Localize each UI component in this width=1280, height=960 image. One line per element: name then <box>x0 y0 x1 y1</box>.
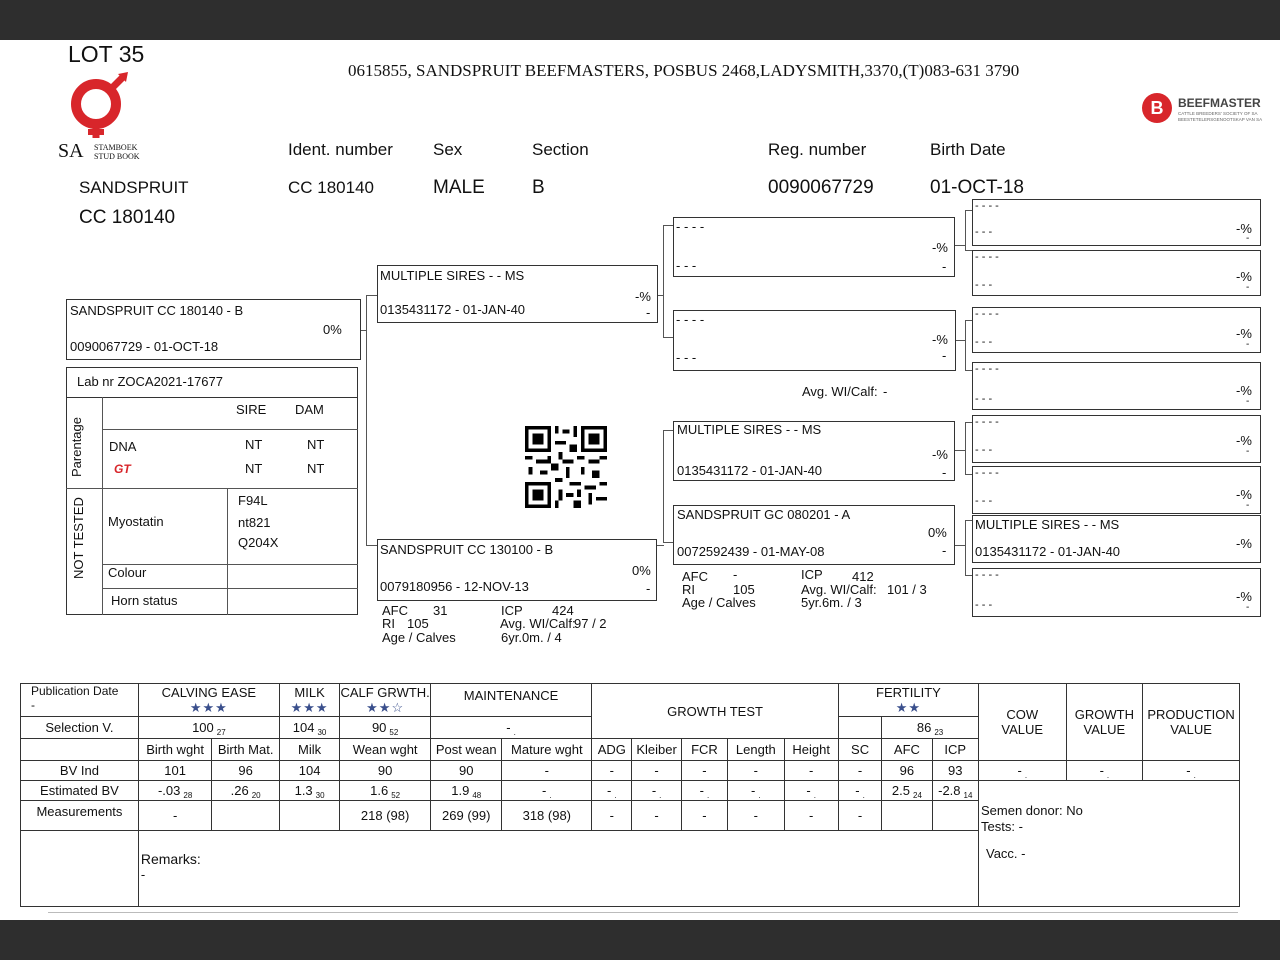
qr-code-icon <box>522 426 610 508</box>
g3-dash: - <box>1246 500 1250 511</box>
g3-name: - - - - <box>975 308 999 320</box>
sire-dash: - <box>646 305 651 320</box>
parentage-label: Parentage <box>69 417 84 477</box>
bv-ind-value: - <box>838 761 881 781</box>
col-header: Kleiber <box>632 739 681 761</box>
col-header: Post wean <box>430 739 502 761</box>
dam-reg: 0079180956 - 12-NOV-13 <box>380 579 529 594</box>
measurement-value: - <box>592 801 632 831</box>
calving-stars: ★★★ <box>189 699 228 715</box>
herd-name: SANDSPRUIT <box>79 178 189 197</box>
g3-pct: -% <box>1236 589 1252 604</box>
remarks-label: Remarks: <box>140 851 201 867</box>
sex-value: MALE <box>433 177 485 198</box>
ident-label: Ident. number <box>288 140 393 159</box>
performance-table <box>20 683 1240 907</box>
sel-calf: 90 $_{52}$ <box>340 717 431 739</box>
dd-ri-label: RI <box>682 582 695 597</box>
section-label: Section <box>532 140 589 159</box>
measurement-value: - <box>838 801 881 831</box>
dna-sire-1: NT <box>245 437 263 452</box>
bv-ind-value: - <box>681 761 727 781</box>
bv-ind-value: 90 <box>430 761 502 781</box>
sd-reg: - - - <box>676 350 697 365</box>
subject-box <box>66 299 361 360</box>
g3-name: - - - - <box>975 416 999 428</box>
horn-label: Horn status <box>111 593 178 608</box>
est-bv-value: 1.9 $_{48}$ <box>430 781 502 801</box>
col-header: ICP <box>932 739 978 761</box>
ds-reg: 0135431172 - 01-JAN-40 <box>677 463 823 478</box>
g3-reg: - - - <box>975 393 993 405</box>
est-bv-value: .26 $_{20}$ <box>212 781 279 801</box>
growth-test-header: GROWTH TEST <box>592 684 839 739</box>
g3-box-1[interactable] <box>972 199 1261 246</box>
sire-pct: -% <box>635 289 651 304</box>
sel-fert: 86 $_{23}$ <box>882 717 979 739</box>
subject-name: SANDSPRUIT CC 180140 - B <box>70 303 244 318</box>
gt-logo-icon: GT <box>114 462 131 476</box>
measurement-value <box>932 801 978 831</box>
fert-label: FERTILITY <box>876 684 941 700</box>
g3-pct: -% <box>1236 536 1252 551</box>
dd-age-label: Age / Calves <box>682 595 756 610</box>
dam-afc: 31 <box>433 603 448 618</box>
section-value: B <box>532 177 545 198</box>
growth-value-header: GROWTH VALUE <box>1066 684 1143 761</box>
est-bv-value: - $_.$ <box>784 781 838 801</box>
milk-stars: ★★★ <box>290 699 329 715</box>
dd-pct: 0% <box>928 525 947 540</box>
est-bv-value: -.03 $_{28}$ <box>138 781 212 801</box>
dam-icp-label: ICP <box>501 603 523 618</box>
semen-donor: Semen donor: No <box>981 803 1083 818</box>
tests: Tests: - <box>981 819 1023 834</box>
est-bv-value: -2.8 $_{14}$ <box>932 781 978 801</box>
sd-dash: - <box>942 348 947 363</box>
g3-dash: - <box>1246 233 1250 244</box>
col-header: Birth wght <box>138 739 212 761</box>
remarks-cell <box>138 831 978 907</box>
dam-age: 6yr.0m. / 4 <box>501 630 562 645</box>
dam-name: SANDSPRUIT CC 130100 - B <box>380 542 554 557</box>
not-tested-label: NOT TESTED <box>71 497 86 579</box>
est-bv-value: - $_.$ <box>502 781 592 801</box>
bv-ind-value: 96 <box>212 761 279 781</box>
dd-afc: - <box>733 567 738 582</box>
dd-wi-label: Avg. WI/Calf: <box>801 582 877 597</box>
g3-reg: - - - <box>975 336 993 348</box>
measurement-value: 269 (99) <box>430 801 502 831</box>
sd-name: - - - - <box>676 312 705 327</box>
dam-header: DAM <box>295 402 324 417</box>
bv-ind-value: 104 <box>279 761 339 781</box>
g3-name: MULTIPLE SIRES - - MS <box>975 517 1120 532</box>
g3-pct: -% <box>1236 383 1252 398</box>
sd-wi: - <box>883 384 888 399</box>
ss-name: - - - - <box>676 219 705 234</box>
col-header: AFC <box>882 739 932 761</box>
g3-dash: - <box>1246 339 1250 350</box>
calf-growth-header <box>340 684 431 717</box>
bv-ind-value: 93 <box>932 761 978 781</box>
reg-label: Reg. number <box>768 140 867 159</box>
measurement-value: - <box>138 801 212 831</box>
g3-dash: - <box>1246 282 1250 293</box>
dam-ri-label: RI <box>382 616 395 631</box>
bv-ind-value: 101 <box>138 761 212 781</box>
meas-label: Measurements <box>21 801 139 831</box>
ds-pct: -% <box>932 447 948 462</box>
bv-ind-prod-value: - $_.$ <box>1143 761 1240 781</box>
dam-box[interactable] <box>377 539 657 601</box>
sel-calving: 100 $_{27}$ <box>138 717 279 739</box>
measurement-value <box>212 801 279 831</box>
col-header: Length <box>728 739 784 761</box>
g3-reg: - - - <box>975 444 993 456</box>
ss-dash: - <box>942 259 947 274</box>
g3-box-8[interactable] <box>972 568 1261 617</box>
g3-pct: -% <box>1236 221 1252 236</box>
maintenance-header: MAINTENANCE <box>430 684 591 717</box>
sire-name: MULTIPLE SIRES - - MS <box>380 268 525 283</box>
beefmaster-name: BEEFMASTER <box>1178 96 1261 110</box>
sire-sire-box[interactable] <box>673 217 955 277</box>
dam-afc-label: AFC <box>382 603 408 618</box>
g3-box-7[interactable] <box>972 515 1261 563</box>
bv-ind-value: 96 <box>882 761 932 781</box>
sire-reg: 0135431172 - 01-JAN-40 <box>380 302 526 317</box>
ss-pct: -% <box>932 240 948 255</box>
dna-dam-2: NT <box>307 461 325 476</box>
sel-maint: - $_.$ <box>430 717 591 739</box>
semen-panel <box>978 781 1239 801</box>
bottom-bar <box>0 920 1280 960</box>
dam-dam-box[interactable] <box>673 505 955 565</box>
studbook-emblem-icon <box>58 72 158 142</box>
bv-ind-value: - <box>728 761 784 781</box>
measurement-value <box>882 801 932 831</box>
beefmaster-sub2: BEESTETELERSGENOOTSKAP VAN SA <box>1178 117 1263 122</box>
calving-label: CALVING EASE <box>161 684 257 700</box>
reg-value: 0090067729 <box>768 177 874 198</box>
est-bv-value: 2.5 $_{24}$ <box>882 781 932 801</box>
sa-studbook-logo <box>58 72 158 164</box>
ss-reg: - - - <box>676 258 697 273</box>
herd-id: CC 180140 <box>79 207 176 228</box>
dam-age-label: Age / Calves <box>382 630 456 645</box>
measurement-value: - <box>681 801 727 831</box>
dd-reg: 0072592439 - 01-MAY-08 <box>677 544 825 559</box>
g3-pct: -% <box>1236 326 1252 341</box>
pub-value: - <box>31 698 35 712</box>
dd-wi: 101 / 3 <box>887 582 927 597</box>
measurement-value: 318 (98) <box>502 801 592 831</box>
sex-label: Sex <box>433 140 463 159</box>
est-bv-label: Estimated BV <box>21 781 139 801</box>
dd-age: 5yr.6m. / 3 <box>801 595 862 610</box>
g3-box-5[interactable] <box>972 415 1261 463</box>
subject-reg: 0090067729 - 01-OCT-18 <box>70 339 219 354</box>
calving-ease-header <box>138 684 279 717</box>
measurement-value: - <box>784 801 838 831</box>
bv-ind-label: BV Ind <box>21 761 139 781</box>
dam-ri: 105 <box>407 616 429 631</box>
sire-header: SIRE <box>236 402 267 417</box>
col-header: Milk <box>279 739 339 761</box>
bv-ind-value: - <box>502 761 592 781</box>
calf-stars: ★★☆ <box>366 699 405 715</box>
col-header: SC <box>838 739 881 761</box>
beefmaster-sub1: CATTLE BREEDERS' SOCIETY OF SA <box>1178 111 1258 116</box>
studbook-line1: STAMBOEK <box>94 143 138 152</box>
dam-sire-box[interactable] <box>673 421 955 481</box>
fert-stars: ★★ <box>895 699 922 715</box>
lot-number: LOT 35 <box>68 41 145 67</box>
dam-wi-label: Avg. WI/Calf: <box>500 616 576 631</box>
dna-sire-2: NT <box>245 461 263 476</box>
genetics-box <box>66 367 358 615</box>
cow-value-header: COW VALUE <box>978 684 1066 761</box>
g3-reg: - - - <box>975 495 993 507</box>
subject-pct: 0% <box>323 322 342 337</box>
est-bv-value: 1.6 $_{52}$ <box>340 781 431 801</box>
bv-ind-value: - <box>592 761 632 781</box>
sa-letters: SA <box>58 140 84 162</box>
pub-date-cell <box>21 684 139 717</box>
dd-dash: - <box>942 543 947 558</box>
sd-wi-label: Avg. WI/Calf: <box>802 384 878 399</box>
g3-reg: - - - <box>975 226 993 238</box>
studbook-line2: STUD BOOK <box>94 152 140 161</box>
measurement-value: - <box>632 801 681 831</box>
est-bv-value: - $_.$ <box>838 781 881 801</box>
myostatin-3: Q204X <box>238 535 279 550</box>
dd-icp-label: ICP <box>801 567 823 582</box>
dd-ri: 105 <box>733 582 755 597</box>
myostatin-1: F94L <box>238 493 268 508</box>
bv-ind-growth-value: - $_.$ <box>1066 761 1143 781</box>
col-header: Height <box>784 739 838 761</box>
dna-label: DNA <box>109 439 137 454</box>
milk-label: MILK <box>294 684 325 700</box>
dd-afc-label: AFC <box>682 569 708 584</box>
ds-name: MULTIPLE SIRES - - MS <box>677 422 822 437</box>
vaccinations: Vacc. - <box>986 846 1026 861</box>
g3-dash: - <box>1246 446 1250 457</box>
g3-reg: 0135431172 - 01-JAN-40 <box>975 544 1121 559</box>
bv-ind-value: 90 <box>340 761 431 781</box>
g3-name: - - - - <box>975 363 999 375</box>
dam-dash: - <box>646 581 651 596</box>
lab-nr: Lab nr ZOCA2021-17677 <box>77 374 223 389</box>
g3-dash: - <box>1246 396 1250 407</box>
myostatin-label: Myostatin <box>108 514 164 529</box>
birth-value: 01-OCT-18 <box>930 177 1024 198</box>
dam-wi: 97 / 2 <box>574 616 607 631</box>
dd-name: SANDSPRUIT GC 080201 - A <box>677 507 851 522</box>
sd-pct: -% <box>932 332 948 347</box>
dam-icp: 424 <box>552 603 574 618</box>
bv-ind-cow-value: - $_.$ <box>978 761 1066 781</box>
bv-ind-value: - <box>784 761 838 781</box>
g3-dash: - <box>1246 602 1250 613</box>
colour-label: Colour <box>108 565 147 580</box>
g3-box-3[interactable] <box>972 307 1261 353</box>
g3-pct: -% <box>1236 269 1252 284</box>
myostatin-2: nt821 <box>238 515 271 530</box>
g3-pct: -% <box>1236 433 1252 448</box>
sire-dam-box[interactable] <box>673 310 956 371</box>
g3-reg: - - - <box>975 599 993 611</box>
beefmaster-b-icon: B <box>1142 93 1172 123</box>
ident-value: CC 180140 <box>288 178 375 197</box>
g3-box-6[interactable] <box>972 466 1261 514</box>
g3-name: - - - - <box>975 467 999 479</box>
g3-box-4[interactable] <box>972 362 1261 410</box>
dam-pct: 0% <box>632 563 651 578</box>
selection-label: Selection V. <box>21 717 139 739</box>
beefmaster-logo <box>1142 93 1270 127</box>
est-bv-value: - $_.$ <box>592 781 632 801</box>
col-header: ADG <box>592 739 632 761</box>
est-bv-value: - $_.$ <box>728 781 784 801</box>
col-header: Wean wght <box>340 739 431 761</box>
dd-icp: 412 <box>852 569 874 584</box>
production-value-header: PRODUCTION VALUE <box>1143 684 1240 761</box>
lab-nr-box <box>66 367 358 398</box>
ds-dash: - <box>942 465 947 480</box>
pub-label: Publication Date <box>31 684 119 698</box>
col-header: Mature wght <box>502 739 592 761</box>
sel-milk: 104 $_{30}$ <box>279 717 339 739</box>
calf-label: CALF GRWTH. <box>340 684 430 700</box>
bv-ind-value: - <box>632 761 681 781</box>
g3-name: - - - - <box>975 569 999 581</box>
g3-name: - - - - <box>975 251 999 263</box>
birth-label: Birth Date <box>930 140 1006 159</box>
breeder-address: 0615855, SANDSPRUIT BEEFMASTERS, POSBUS 2468,LADYSMITH,3370,(T)083-631 3790 <box>348 61 1020 80</box>
est-bv-value: - $_.$ <box>681 781 727 801</box>
measurement-value: - <box>728 801 784 831</box>
milk-header <box>279 684 339 717</box>
sire-box[interactable] <box>377 265 658 323</box>
est-bv-value: 1.3 $_{30}$ <box>279 781 339 801</box>
g3-reg: - - - <box>975 279 993 291</box>
est-bv-value: - $_.$ <box>632 781 681 801</box>
measurement-value <box>279 801 339 831</box>
g3-box-2[interactable] <box>972 250 1261 296</box>
top-bar <box>0 0 1280 40</box>
col-header: FCR <box>681 739 727 761</box>
remarks-value: - <box>140 867 146 882</box>
g3-name: - - - - <box>975 200 999 212</box>
dna-dam-1: NT <box>307 437 325 452</box>
g3-pct: -% <box>1236 487 1252 502</box>
measurement-value: 218 (98) <box>340 801 431 831</box>
fertility-header <box>838 684 978 717</box>
col-header: Birth Mat. <box>212 739 279 761</box>
